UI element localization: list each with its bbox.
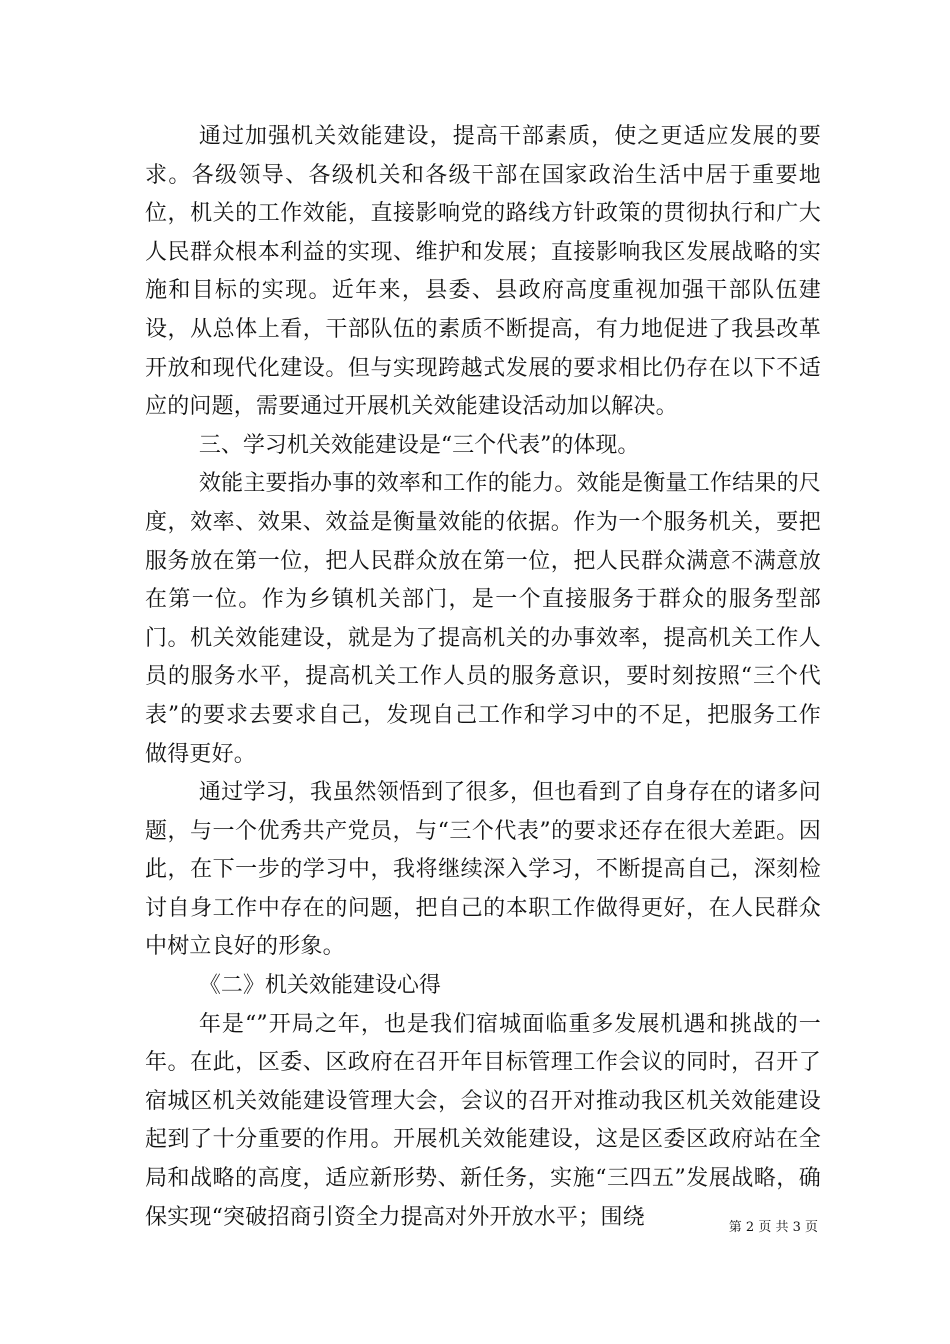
section-heading-three-represents: 三、学习机关效能建设是“三个代表”的体现。 (198, 432, 640, 458)
paragraph-efficiency-cadre-quality: 通过加强机关效能建设，提高干部素质，使之更适应发展的要求。各级领导、各级机关和各级干部在国家政治生活中居于重要地位，机关的工作效能，直接影响党的路线方针政策的贯彻执行和广大人民群众根本利益的实现、维护和发展；直接影响我区发展战略的实施和目标的实现。近年来，县委、县政府高度重视加强干部队伍建设，从总体上看，干部队伍的素质不断提高，有力地促进了我县改革开放和现代化建设。但与实现跨越式发展的要求相比仍存在以下不适应的问题，需要通过开展机关效能建设活动加以解决。 (145, 124, 821, 420)
paragraph-self-reflection: 通过学习，我虽然领悟到了很多，但也看到了自身存在的诸多问题，与一个优秀共产党员，与“三个代表”的要求还存在很大差距。因此，在下一步的学习中，我将继续深入学习，不断提高自己，深刻检讨自身工作中存在的问题，把自己的本职工作做得更好，在人民群众中树立良好的形象。 (145, 780, 821, 960)
paragraph-suqian-meeting: 年是“”开局之年，也是我们宿城面临重多发展机遇和挑战的一年。在此，区委、区政府在召开年目标管理工作会议的同时，召开了宿城区机关效能建设管理大会，会议的召开对推动我区机关效能建设起到了十分重要的作用。开展机关效能建设，这是区委区政府站在全局和战略的高度，适应新形势、新任务，实施“三四五”发展战略，确保实现“突破招商引资全力提高对外开放水平；围绕 (145, 1011, 821, 1230)
section-heading-part-two: 《二》机关效能建设心得 (198, 973, 441, 999)
page-number-footer: 第 2 页 共 3 页 (728, 1220, 818, 1235)
paragraph-efficiency-definition: 效能主要指办事的效率和工作的能力。效能是衡量工作结果的尺度，效率、效果、效益是衡量效能的依据。作为一个服务机关，要把服务放在第一位，把人民群众放在第一位，把人民群众满意不满意放在第一位。作为乡镇机关部门，是一个直接服务于群众的服务型部门。机关效能建设，就是为了提高机关的办事效率，提高机关工作人员的服务水平，提高机关工作人员的服务意识，要时刻按照“三个代表”的要求去要求自己，发现自己工作和学习中的不足，把服务工作做得更好。 (145, 471, 821, 767)
document-body (145, 118, 821, 1237)
